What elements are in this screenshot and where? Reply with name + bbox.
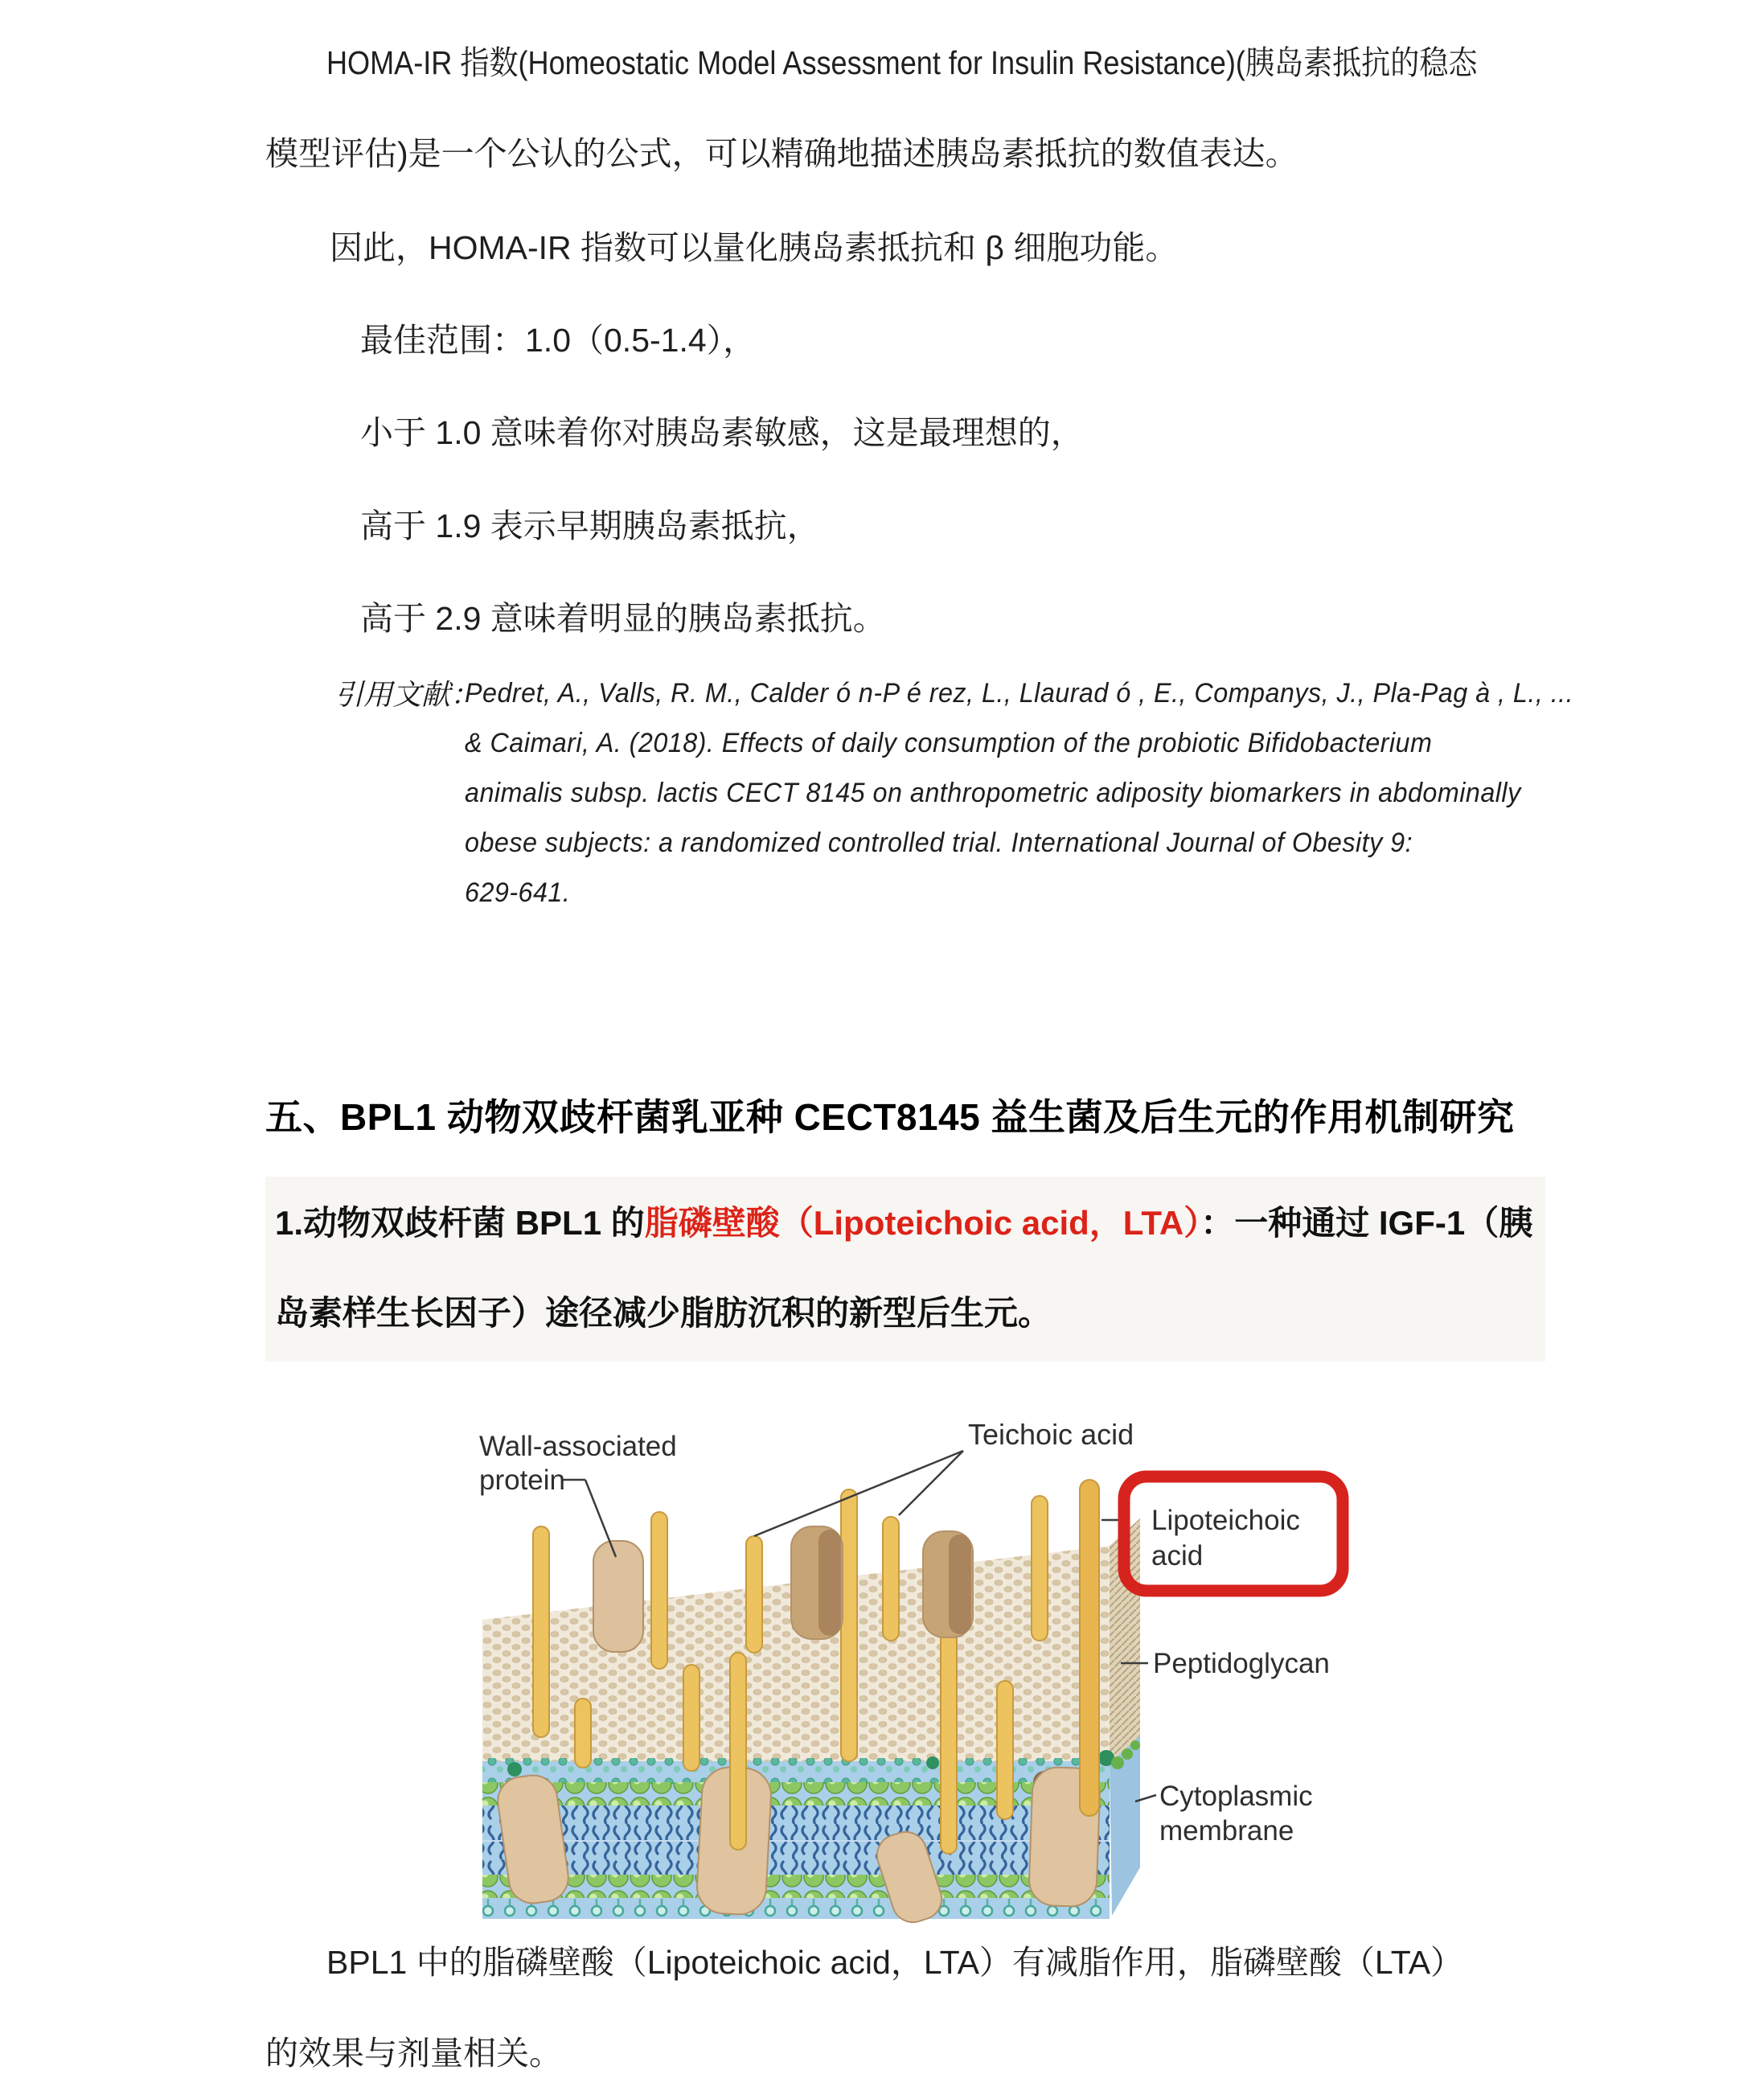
closing-line1: BPL1 中的脂磷壁酸（Lipoteichoic acid，LTA）有减脂作用，脂磷壁酸（LTA） [326, 1944, 1464, 1981]
lipoteichoic-acid-label: acid [1151, 1540, 1204, 1571]
subsection-line2: 岛素样生长因子）途径减少脂肪沉积的新型后生元。 [275, 1294, 1052, 1332]
homa-range-optimal: 最佳范围：1.0（0.5-1.4）， [360, 322, 757, 359]
subsection-prefix: 1.动物双歧杆菌 BPL1 的 [275, 1204, 645, 1242]
section-heading: 五、BPL1 动物双歧杆菌乳亚种 CECT8145 益生菌及后生元的作用机制研究 [265, 1096, 1515, 1138]
peptidoglycan-label: Peptidoglycan [1153, 1648, 1330, 1679]
cell-wall-diagram [434, 1399, 1351, 1930]
homa-range-below: 小于 1.0 意味着你对胰岛素敏感，这是最理想的， [360, 414, 1084, 451]
lipoteichoic-acid-rod [1080, 1480, 1099, 1816]
citation-line: animalis subsp. lactis CECT 8145 on anthropometric adiposity biomarkers in abdominally [465, 778, 1521, 808]
subsection-after-red: ：一种通过 IGF-1（胰 [1200, 1204, 1533, 1242]
closing-line2: 的效果与剂量相关。 [265, 2035, 562, 2072]
subsection-line1 [275, 1203, 1532, 1243]
citation-label: 引用文献： [334, 678, 480, 711]
lipoteichoic-acid-label: Lipoteichoic [1151, 1505, 1300, 1536]
cytoplasmic-membrane-label: membrane [1159, 1815, 1294, 1847]
teichoic-acid-label: Teichoic acid [968, 1418, 1134, 1451]
citation-line: 629-641. [465, 877, 571, 908]
intro-paragraph1-line1: HOMA-IR 指数(Homeostatic Model Assessment for Insulin Resistance)(胰岛素抵抗的稳态 [326, 44, 1478, 81]
cytoplasmic-membrane-label: Cytoplasmic [1159, 1781, 1313, 1812]
citation-line: & Caimari, A. (2018). Effects of daily consumption of the probiotic Bifidobacterium [465, 728, 1433, 758]
homa-range-significant: 高于 2.9 意味着明显的胰岛素抵抗。 [360, 600, 886, 637]
homa-range-early: 高于 1.9 表示早期胰岛素抵抗， [360, 507, 820, 544]
intro-paragraph1-line2: 模型评估)是一个公认的公式，可以精确地描述胰岛素抵抗的数值表达。 [265, 135, 1298, 172]
citation-line: Pedret, A., Valls, R. M., Calder ó n-P é rez, L., Llaurad ó , E., Companys, J., Pla-Pag à , L., ... [465, 678, 1574, 709]
wall-associated-protein-label: Wall-associated [479, 1431, 677, 1462]
subsection-red-text: 脂磷壁酸（Lipoteichoic acid，LTA） [644, 1204, 1201, 1242]
wall-associated-protein-label: protein [479, 1465, 566, 1496]
intro-paragraph2: 因此，HOMA-IR 指数可以量化胰岛素抵抗和 β 细胞功能。 [330, 229, 1179, 266]
citation-line: obese subjects: a randomized controlled trial. International Journal of Obesity 9: [465, 828, 1413, 858]
